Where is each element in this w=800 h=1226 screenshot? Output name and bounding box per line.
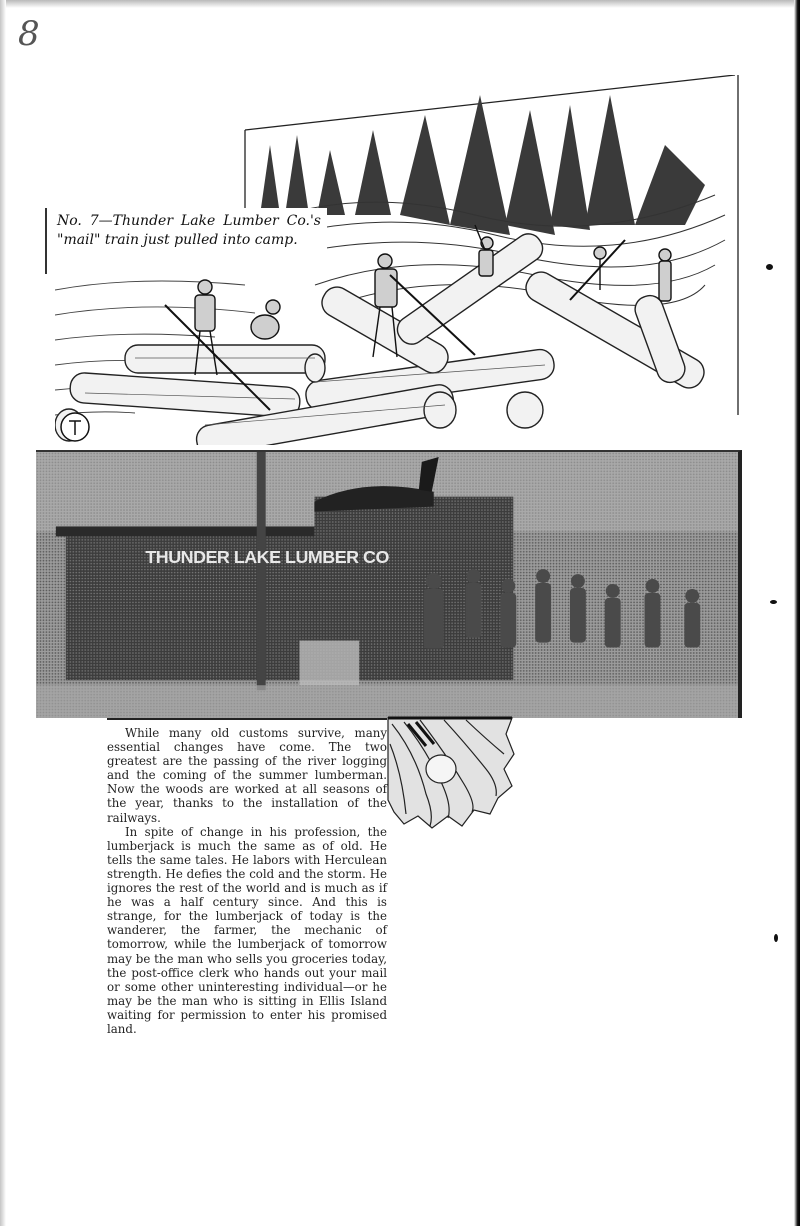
article-paragraph: In spite of change in his profession, the lumberjack is much the same as of old. He tells the same tales. He labors with Herculean strength. He defies the cold and the storm. He ignores the rest of the world and is much as if he was a half century since. And this is strange, for the lumberjack of today is the wanderer, the farmer, the mechanic of tomorrow, while the lumberjack of tomorrow may be the man who sells you groceries today, the post-office clerk who hands out your mail or some other uninteresting individual—or he may be the man who is sitting in Ellis Island waiting for permission to enter his promised land. [107, 824, 387, 1036]
ornament-sketch [386, 714, 516, 829]
train-photograph [36, 450, 742, 718]
wood-grain-ornament-icon [386, 714, 516, 829]
article-body [107, 718, 387, 1036]
train-signage: THUNDER LAKE LUMBER CO [145, 547, 389, 568]
page-edge-right [794, 0, 800, 1226]
photo-halftone [36, 452, 738, 718]
page-edge-left [0, 0, 6, 1226]
illustration-caption: No. 7—Thunder Lake Lumber Co.'s "mail" train just pulled into camp. [45, 208, 327, 274]
page-number: 8 [18, 14, 40, 54]
page-edge-top [0, 0, 800, 8]
article-paragraph: While many old customs survive, many essential changes have come. The two greatest are the passing of the river logging and the coming of the summer lumberman. Now the woods are worked at all seasons of the year, thanks to the installation of the railways. [107, 726, 387, 825]
